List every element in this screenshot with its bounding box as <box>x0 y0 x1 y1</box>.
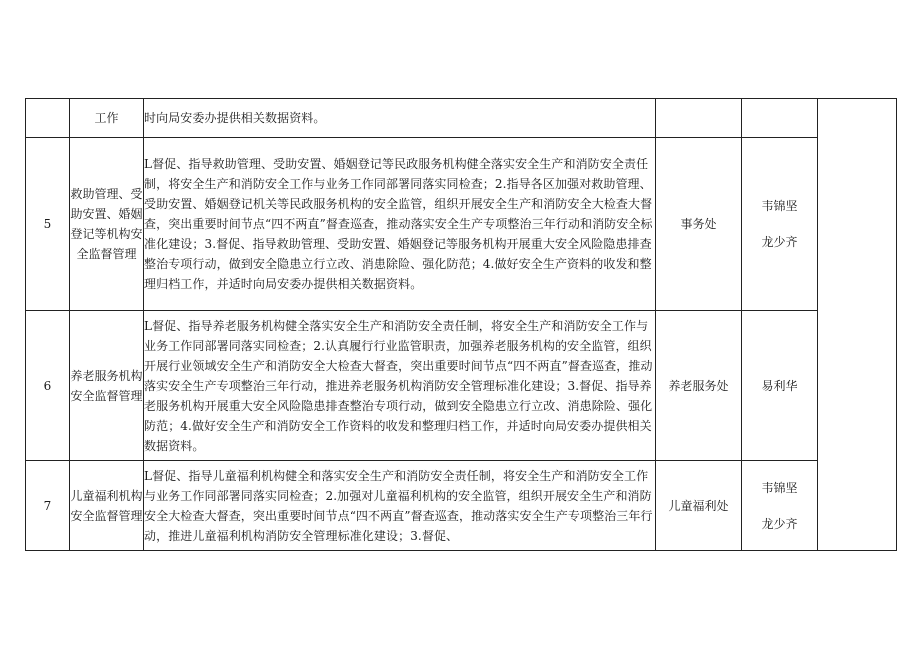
duty-cell: L督促、指导救助管理、受助安置、婚姻登记等民政服务机构健全落实安全生产和消防安全责任制，将安全生产和消防安全工作与业务工作同部署同落实同检查；2.指导各区加强对救助管理、受助安置、婚姻登记机关等民政服务机构的安全监管，组织开展安全生产和消防安全大检查大督查，突出重要时间节点“四不两直”督查巡查，推动落实安全生产专项整治三年行动和消防安全标准化建设；3.督促、指导救助管理、受助安置、婚姻登记等服务机构开展重大安全风险隐患排查整治专项行动，做到安全隐患立行立改、消患除险、强化防范；4.做好安全生产资料的收发和整理归档工作，并适时向局安委办提供相关数据资料。 <box>144 138 656 311</box>
person-cell <box>742 138 818 311</box>
table-row <box>26 138 897 311</box>
duty-cell: L督促、指导养老服务机构健全落实安全生产和消防安全责任制，将安全生产和消防安全工作与业务工作同部署同落实同检查；2.认真履行行业监管职责，加强养老服务机构的安全监管，组织开展行业领域安全生产和消防安全大检查大督查，突出重要时间节点“四不两直”督查巡查，推动落实安全生产专项整治三年行动，推进养老服务机构消防安全管理标准化建设；3.督促、指导养老服务机构开展重大安全风险隐患排查整治专项行动，做到安全隐患立行立改、消患除险、强化防范；4.做好安全生产和消防安全工作资料的收发和整理归档工作，并适时向局安委办提供相关数据资料。 <box>144 311 656 461</box>
department-cell: 事务处 <box>656 138 742 311</box>
table-row-partial <box>26 99 897 138</box>
department-cell: 儿童福利处 <box>656 461 742 551</box>
blank-column-cell <box>818 99 897 551</box>
person-cell <box>742 461 818 551</box>
department-cell <box>656 99 742 138</box>
duty-table <box>25 98 897 551</box>
row-number-cell: 5 <box>26 138 70 311</box>
item-cell: 救助管理、受助安置、婚姻登记等机构安全监督管理 <box>70 138 144 311</box>
row-number-cell <box>26 99 70 138</box>
person-cell <box>742 311 818 461</box>
row-number-cell: 7 <box>26 461 70 551</box>
person-name: 韦锦坚 <box>761 480 798 495</box>
person-name: 易利华 <box>761 378 798 393</box>
row-number-cell: 6 <box>26 311 70 461</box>
table-row <box>26 311 897 461</box>
table-row <box>26 461 897 551</box>
department-cell: 养老服务处 <box>656 311 742 461</box>
item-cell: 养老服务机构安全监督管理 <box>70 311 144 461</box>
item-cell: 工作 <box>70 99 144 138</box>
person-name: 龙少齐 <box>761 235 798 249</box>
item-cell: 儿童福利机构安全监督管理 <box>70 461 144 551</box>
person-cell <box>742 99 818 138</box>
duty-cell: 时向局安委办提供相关数据资料。 <box>144 99 656 138</box>
person-name: 韦锦坚 <box>761 199 798 213</box>
duty-cell: L督促、指导儿童福利机构健全和落实安全生产和消防安全责任制，将安全生产和消防安全工作与业务工作同部署同落实同检查；2.加强对儿童福利机构的安全监管，组织开展安全生产和消防安全大检查大督查，突出重要时间节点“四不两直”督查巡查，推动落实安全生产专项整治三年行动，推进儿童福利机构消防安全管理标准化建设；3.督促、 <box>144 461 656 551</box>
person-name: 龙少齐 <box>761 516 798 531</box>
